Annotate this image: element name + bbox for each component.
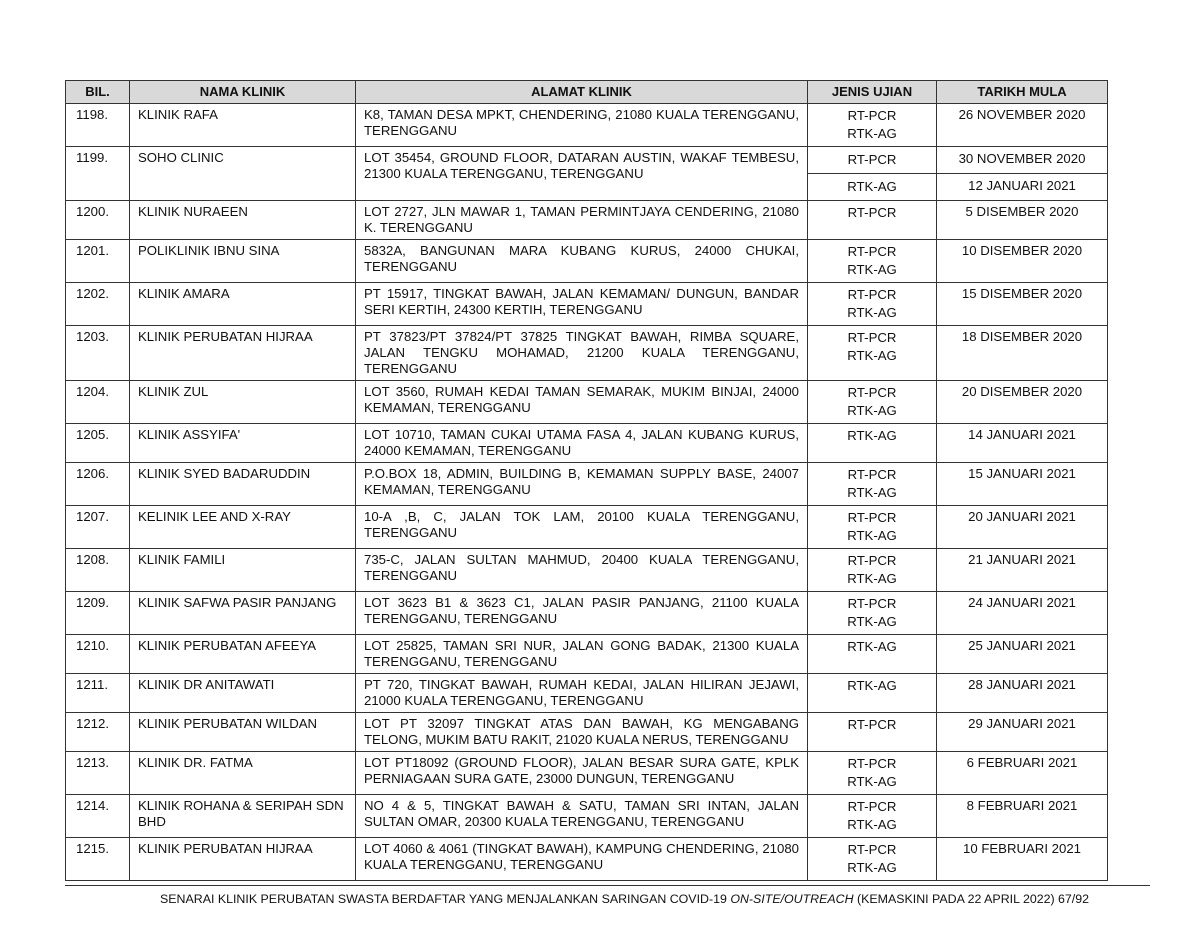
jenis-ujian-item: RTK-AG bbox=[847, 126, 897, 141]
cell-bil: 1203. bbox=[66, 326, 130, 381]
cell-alamat-klinik: PT 720, TINGKAT BAWAH, RUMAH KEDAI, JALAN HILIRAN JEJAWI, 21000 KUALA TERENGGANU, TERENGGANU bbox=[356, 674, 808, 713]
cell-alamat-klinik: 10-A ,B, C, JALAN TOK LAM, 20100 KUALA TERENGGANU, TERENGGANU bbox=[356, 506, 808, 549]
cell-bil: 1202. bbox=[66, 283, 130, 326]
tarikh-mula-item: 24 JANUARI 2021 bbox=[968, 595, 1076, 610]
cell-jenis-ujian bbox=[808, 674, 937, 713]
cell-nama-klinik: KLINIK ROHANA & SERIPAH SDN BHD bbox=[130, 795, 356, 838]
cell-nama-klinik: KELINIK LEE AND X-RAY bbox=[130, 506, 356, 549]
cell-tarikh-mula: 12 JANUARI 2021 bbox=[937, 174, 1108, 201]
cell-nama-klinik: KLINIK SYED BADARUDDIN bbox=[130, 463, 356, 506]
footer-text-date: (KEMASKINI PADA 22 APRIL 2022) bbox=[853, 892, 1055, 906]
table-row bbox=[66, 381, 1108, 424]
tarikh-mula-item: 26 NOVEMBER 2020 bbox=[958, 107, 1086, 122]
cell-alamat-klinik: LOT 2727, JLN MAWAR 1, TAMAN PERMINTJAYA CENDERING, 21080 K. TERENGGANU bbox=[356, 201, 808, 240]
footer-divider bbox=[65, 885, 1150, 886]
cell-jenis-ujian bbox=[808, 104, 937, 147]
tarikh-mula-item: 18 DISEMBER 2020 bbox=[961, 329, 1083, 344]
jenis-ujian-item: RTK-AG bbox=[847, 403, 897, 418]
jenis-ujian-item: RTK-AG bbox=[847, 348, 897, 363]
header-bil: BIL. bbox=[66, 81, 130, 104]
table-row bbox=[66, 506, 1108, 549]
jenis-ujian-item: RT-PCR bbox=[847, 596, 897, 611]
table-row bbox=[66, 592, 1108, 635]
jenis-ujian-item: RTK-AG bbox=[847, 774, 897, 789]
cell-jenis-ujian bbox=[808, 713, 937, 752]
table-row bbox=[66, 424, 1108, 463]
jenis-ujian-item: RT-PCR bbox=[847, 244, 897, 259]
jenis-ujian-item: RTK-AG bbox=[847, 571, 897, 586]
table-row bbox=[66, 795, 1108, 838]
cell-bil: 1198. bbox=[66, 104, 130, 147]
cell-alamat-klinik: K8, TAMAN DESA MPKT, CHENDERING, 21080 KUALA TERENGGANU, TERENGGANU bbox=[356, 104, 808, 147]
tarikh-mula-item: 21 JANUARI 2021 bbox=[968, 552, 1076, 567]
cell-jenis-ujian bbox=[808, 424, 937, 463]
cell-tarikh-mula bbox=[937, 795, 1108, 838]
jenis-ujian-item: RTK-AG bbox=[847, 528, 897, 543]
cell-nama-klinik: KLINIK PERUBATAN HIJRAA bbox=[130, 326, 356, 381]
cell-nama-klinik: KLINIK NURAEEN bbox=[130, 201, 356, 240]
cell-nama-klinik: KLINIK PERUBATAN AFEEYA bbox=[130, 635, 356, 674]
cell-nama-klinik: KLINIK FAMILI bbox=[130, 549, 356, 592]
cell-alamat-klinik: LOT 3623 B1 & 3623 C1, JALAN PASIR PANJANG, 21100 KUALA TERENGGANU, TERENGGANU bbox=[356, 592, 808, 635]
cell-alamat-klinik: LOT 3560, RUMAH KEDAI TAMAN SEMARAK, MUKIM BINJAI, 24000 KEMAMAN, TERENGGANU bbox=[356, 381, 808, 424]
cell-tarikh-mula bbox=[937, 381, 1108, 424]
cell-alamat-klinik: LOT PT18092 (GROUND FLOOR), JALAN BESAR SURA GATE, KPLK PERNIAGAAN SURA GATE, 23000 DUNGUN, TERENGGANU bbox=[356, 752, 808, 795]
table-header-row bbox=[66, 81, 1108, 104]
tarikh-mula-item: 15 JANUARI 2021 bbox=[968, 466, 1076, 481]
jenis-ujian-item: RTK-AG bbox=[847, 428, 897, 443]
cell-nama-klinik: SOHO CLINIC bbox=[130, 147, 356, 201]
cell-nama-klinik: KLINIK AMARA bbox=[130, 283, 356, 326]
jenis-ujian-item: RT-PCR bbox=[847, 842, 897, 857]
cell-jenis-ujian bbox=[808, 381, 937, 424]
cell-jenis-ujian bbox=[808, 549, 937, 592]
cell-jenis-ujian bbox=[808, 283, 937, 326]
table-row bbox=[66, 713, 1108, 752]
cell-bil: 1210. bbox=[66, 635, 130, 674]
table-row bbox=[66, 549, 1108, 592]
cell-bil: 1213. bbox=[66, 752, 130, 795]
cell-tarikh-mula bbox=[937, 506, 1108, 549]
cell-nama-klinik: KLINIK ZUL bbox=[130, 381, 356, 424]
cell-jenis-ujian bbox=[808, 838, 937, 881]
tarikh-mula-item: 8 FEBRUARI 2021 bbox=[966, 798, 1078, 813]
cell-tarikh-mula bbox=[937, 752, 1108, 795]
cell-bil: 1199. bbox=[66, 147, 130, 201]
cell-jenis-ujian bbox=[808, 506, 937, 549]
tarikh-mula-item: 14 JANUARI 2021 bbox=[968, 427, 1076, 442]
cell-tarikh-mula bbox=[937, 463, 1108, 506]
cell-alamat-klinik: P.O.BOX 18, ADMIN, BUILDING B, KEMAMAN SUPPLY BASE, 24007 KEMAMAN, TERENGGANU bbox=[356, 463, 808, 506]
table-row bbox=[66, 463, 1108, 506]
table-row bbox=[66, 201, 1108, 240]
table-row bbox=[66, 635, 1108, 674]
cell-bil: 1206. bbox=[66, 463, 130, 506]
clinic-table bbox=[65, 80, 1108, 881]
header-jenis-ujian: JENIS UJIAN bbox=[808, 81, 937, 104]
tarikh-mula-item: 15 DISEMBER 2020 bbox=[961, 286, 1083, 301]
cell-tarikh-mula bbox=[937, 549, 1108, 592]
cell-jenis-ujian bbox=[808, 201, 937, 240]
cell-bil: 1211. bbox=[66, 674, 130, 713]
jenis-ujian-item: RTK-AG bbox=[847, 262, 897, 277]
cell-bil: 1209. bbox=[66, 592, 130, 635]
tarikh-mula-item: 6 FEBRUARI 2021 bbox=[966, 755, 1078, 770]
cell-nama-klinik: POLIKLINIK IBNU SINA bbox=[130, 240, 356, 283]
cell-tarikh-mula bbox=[937, 240, 1108, 283]
cell-alamat-klinik: PT 15917, TINGKAT BAWAH, JALAN KEMAMAN/ DUNGUN, BANDAR SERI KERTIH, 24300 KERTIH, TERENGGANU bbox=[356, 283, 808, 326]
jenis-ujian-item: RTK-AG bbox=[847, 305, 897, 320]
jenis-ujian-item: RTK-AG bbox=[847, 860, 897, 875]
tarikh-mula-item: 10 FEBRUARI 2021 bbox=[962, 841, 1081, 856]
cell-bil: 1212. bbox=[66, 713, 130, 752]
cell-bil: 1208. bbox=[66, 549, 130, 592]
cell-tarikh-mula bbox=[937, 201, 1108, 240]
cell-jenis-ujian bbox=[808, 240, 937, 283]
tarikh-mula-item: 20 DISEMBER 2020 bbox=[961, 384, 1083, 399]
cell-jenis-ujian bbox=[808, 463, 937, 506]
cell-jenis-ujian bbox=[808, 795, 937, 838]
cell-jenis-ujian bbox=[808, 326, 937, 381]
header-nama-klinik: NAMA KLINIK bbox=[130, 81, 356, 104]
jenis-ujian-item: RT-PCR bbox=[847, 553, 897, 568]
jenis-ujian-item: RTK-AG bbox=[847, 678, 897, 693]
jenis-ujian-item: RTK-AG bbox=[847, 614, 897, 629]
table-row bbox=[66, 838, 1108, 881]
header-tarikh-mula: TARIKH MULA bbox=[937, 81, 1108, 104]
footer-text-italic: ON-SITE/OUTREACH bbox=[730, 892, 854, 906]
cell-tarikh-mula bbox=[937, 592, 1108, 635]
jenis-ujian-item: RT-PCR bbox=[847, 717, 897, 732]
table-row bbox=[66, 104, 1108, 147]
cell-alamat-klinik: LOT 25825, TAMAN SRI NUR, JALAN GONG BADAK, 21300 KUALA TERENGGANU, TERENGGANU bbox=[356, 635, 808, 674]
tarikh-mula-item: 29 JANUARI 2021 bbox=[968, 716, 1076, 731]
tarikh-mula-item: 25 JANUARI 2021 bbox=[968, 638, 1076, 653]
cell-alamat-klinik: LOT 35454, GROUND FLOOR, DATARAN AUSTIN, WAKAF TEMBESU, 21300 KUALA TERENGGANU, TERENGGANU bbox=[356, 147, 808, 201]
cell-alamat-klinik: 5832A, BANGUNAN MARA KUBANG KURUS, 24000 CHUKAI, TERENGGANU bbox=[356, 240, 808, 283]
cell-jenis-ujian bbox=[808, 752, 937, 795]
tarikh-mula-item: 10 DISEMBER 2020 bbox=[961, 243, 1083, 258]
jenis-ujian-item: RTK-AG bbox=[847, 485, 897, 500]
jenis-ujian-item: RT-PCR bbox=[847, 287, 897, 302]
cell-alamat-klinik: LOT PT 32097 TINGKAT ATAS DAN BAWAH, KG MENGABANG TELONG, MUKIM BATU RAKIT, 21020 KUALA NERUS, TERENGGANU bbox=[356, 713, 808, 752]
cell-bil: 1207. bbox=[66, 506, 130, 549]
table-row bbox=[66, 283, 1108, 326]
jenis-ujian-item: RTK-AG bbox=[847, 639, 897, 654]
jenis-ujian-item: RT-PCR bbox=[847, 756, 897, 771]
cell-alamat-klinik: LOT 4060 & 4061 (TINGKAT BAWAH), KAMPUNG CHENDERING, 21080 KUALA TERENGGANU, TERENGGANU bbox=[356, 838, 808, 881]
cell-bil: 1215. bbox=[66, 838, 130, 881]
jenis-ujian-item: RT-PCR bbox=[847, 799, 897, 814]
jenis-ujian-item: RT-PCR bbox=[847, 108, 897, 123]
cell-bil: 1205. bbox=[66, 424, 130, 463]
cell-tarikh-mula bbox=[937, 283, 1108, 326]
cell-tarikh-mula bbox=[937, 713, 1108, 752]
cell-nama-klinik: KLINIK SAFWA PASIR PANJANG bbox=[130, 592, 356, 635]
cell-alamat-klinik: PT 37823/PT 37824/PT 37825 TINGKAT BAWAH, RIMBA SQUARE, JALAN TENGKU MOHAMAD, 21200 KUALA TERENGGANU, TERENGGANU bbox=[356, 326, 808, 381]
cell-tarikh-mula bbox=[937, 838, 1108, 881]
table-body bbox=[66, 104, 1108, 881]
tarikh-mula-item: 20 JANUARI 2021 bbox=[968, 509, 1076, 524]
tarikh-mula-item: 5 DISEMBER 2020 bbox=[965, 204, 1079, 219]
page-number: 67/92 bbox=[1058, 892, 1090, 906]
cell-tarikh-mula bbox=[937, 104, 1108, 147]
footer-text: SENARAI KLINIK PERUBATAN SWASTA BERDAFTAR YANG MENJALANKAN SARINGAN COVID-19 bbox=[160, 892, 731, 906]
jenis-ujian-item: RT-PCR bbox=[847, 467, 897, 482]
cell-jenis-ujian: RT-PCR bbox=[808, 147, 937, 174]
cell-tarikh-mula: 30 NOVEMBER 2020 bbox=[937, 147, 1108, 174]
header-alamat-klinik: ALAMAT KLINIK bbox=[356, 81, 808, 104]
tarikh-mula-item: 28 JANUARI 2021 bbox=[968, 677, 1076, 692]
cell-nama-klinik: KLINIK PERUBATAN WILDAN bbox=[130, 713, 356, 752]
cell-bil: 1200. bbox=[66, 201, 130, 240]
cell-nama-klinik: KLINIK DR. FATMA bbox=[130, 752, 356, 795]
table-row bbox=[66, 326, 1108, 381]
cell-nama-klinik: KLINIK PERUBATAN HIJRAA bbox=[130, 838, 356, 881]
cell-bil: 1214. bbox=[66, 795, 130, 838]
cell-jenis-ujian bbox=[808, 635, 937, 674]
cell-alamat-klinik: NO 4 & 5, TINGKAT BAWAH & SATU, TAMAN SRI INTAN, JALAN SULTAN OMAR, 20300 KUALA TERENGGANU, TERENGGANU bbox=[356, 795, 808, 838]
table-row bbox=[66, 147, 1108, 174]
cell-nama-klinik: KLINIK RAFA bbox=[130, 104, 356, 147]
table-row bbox=[66, 240, 1108, 283]
cell-nama-klinik: KLINIK DR ANITAWATI bbox=[130, 674, 356, 713]
table-row bbox=[66, 674, 1108, 713]
jenis-ujian-item: RT-PCR bbox=[847, 330, 897, 345]
table-row bbox=[66, 752, 1108, 795]
cell-tarikh-mula bbox=[937, 424, 1108, 463]
cell-nama-klinik: KLINIK ASSYIFA' bbox=[130, 424, 356, 463]
jenis-ujian-item: RT-PCR bbox=[847, 510, 897, 525]
cell-jenis-ujian: RTK-AG bbox=[808, 174, 937, 201]
cell-bil: 1201. bbox=[66, 240, 130, 283]
cell-bil: 1204. bbox=[66, 381, 130, 424]
cell-alamat-klinik: LOT 10710, TAMAN CUKAI UTAMA FASA 4, JALAN KUBANG KURUS, 24000 KEMAMAN, TERENGGANU bbox=[356, 424, 808, 463]
cell-tarikh-mula bbox=[937, 635, 1108, 674]
cell-tarikh-mula bbox=[937, 326, 1108, 381]
jenis-ujian-item: RT-PCR bbox=[847, 205, 897, 220]
jenis-ujian-item: RTK-AG bbox=[847, 817, 897, 832]
cell-jenis-ujian bbox=[808, 592, 937, 635]
jenis-ujian-item: RT-PCR bbox=[847, 385, 897, 400]
footer-caption bbox=[160, 892, 1100, 906]
cell-tarikh-mula bbox=[937, 674, 1108, 713]
cell-alamat-klinik: 735-C, JALAN SULTAN MAHMUD, 20400 KUALA TERENGGANU, TERENGGANU bbox=[356, 549, 808, 592]
